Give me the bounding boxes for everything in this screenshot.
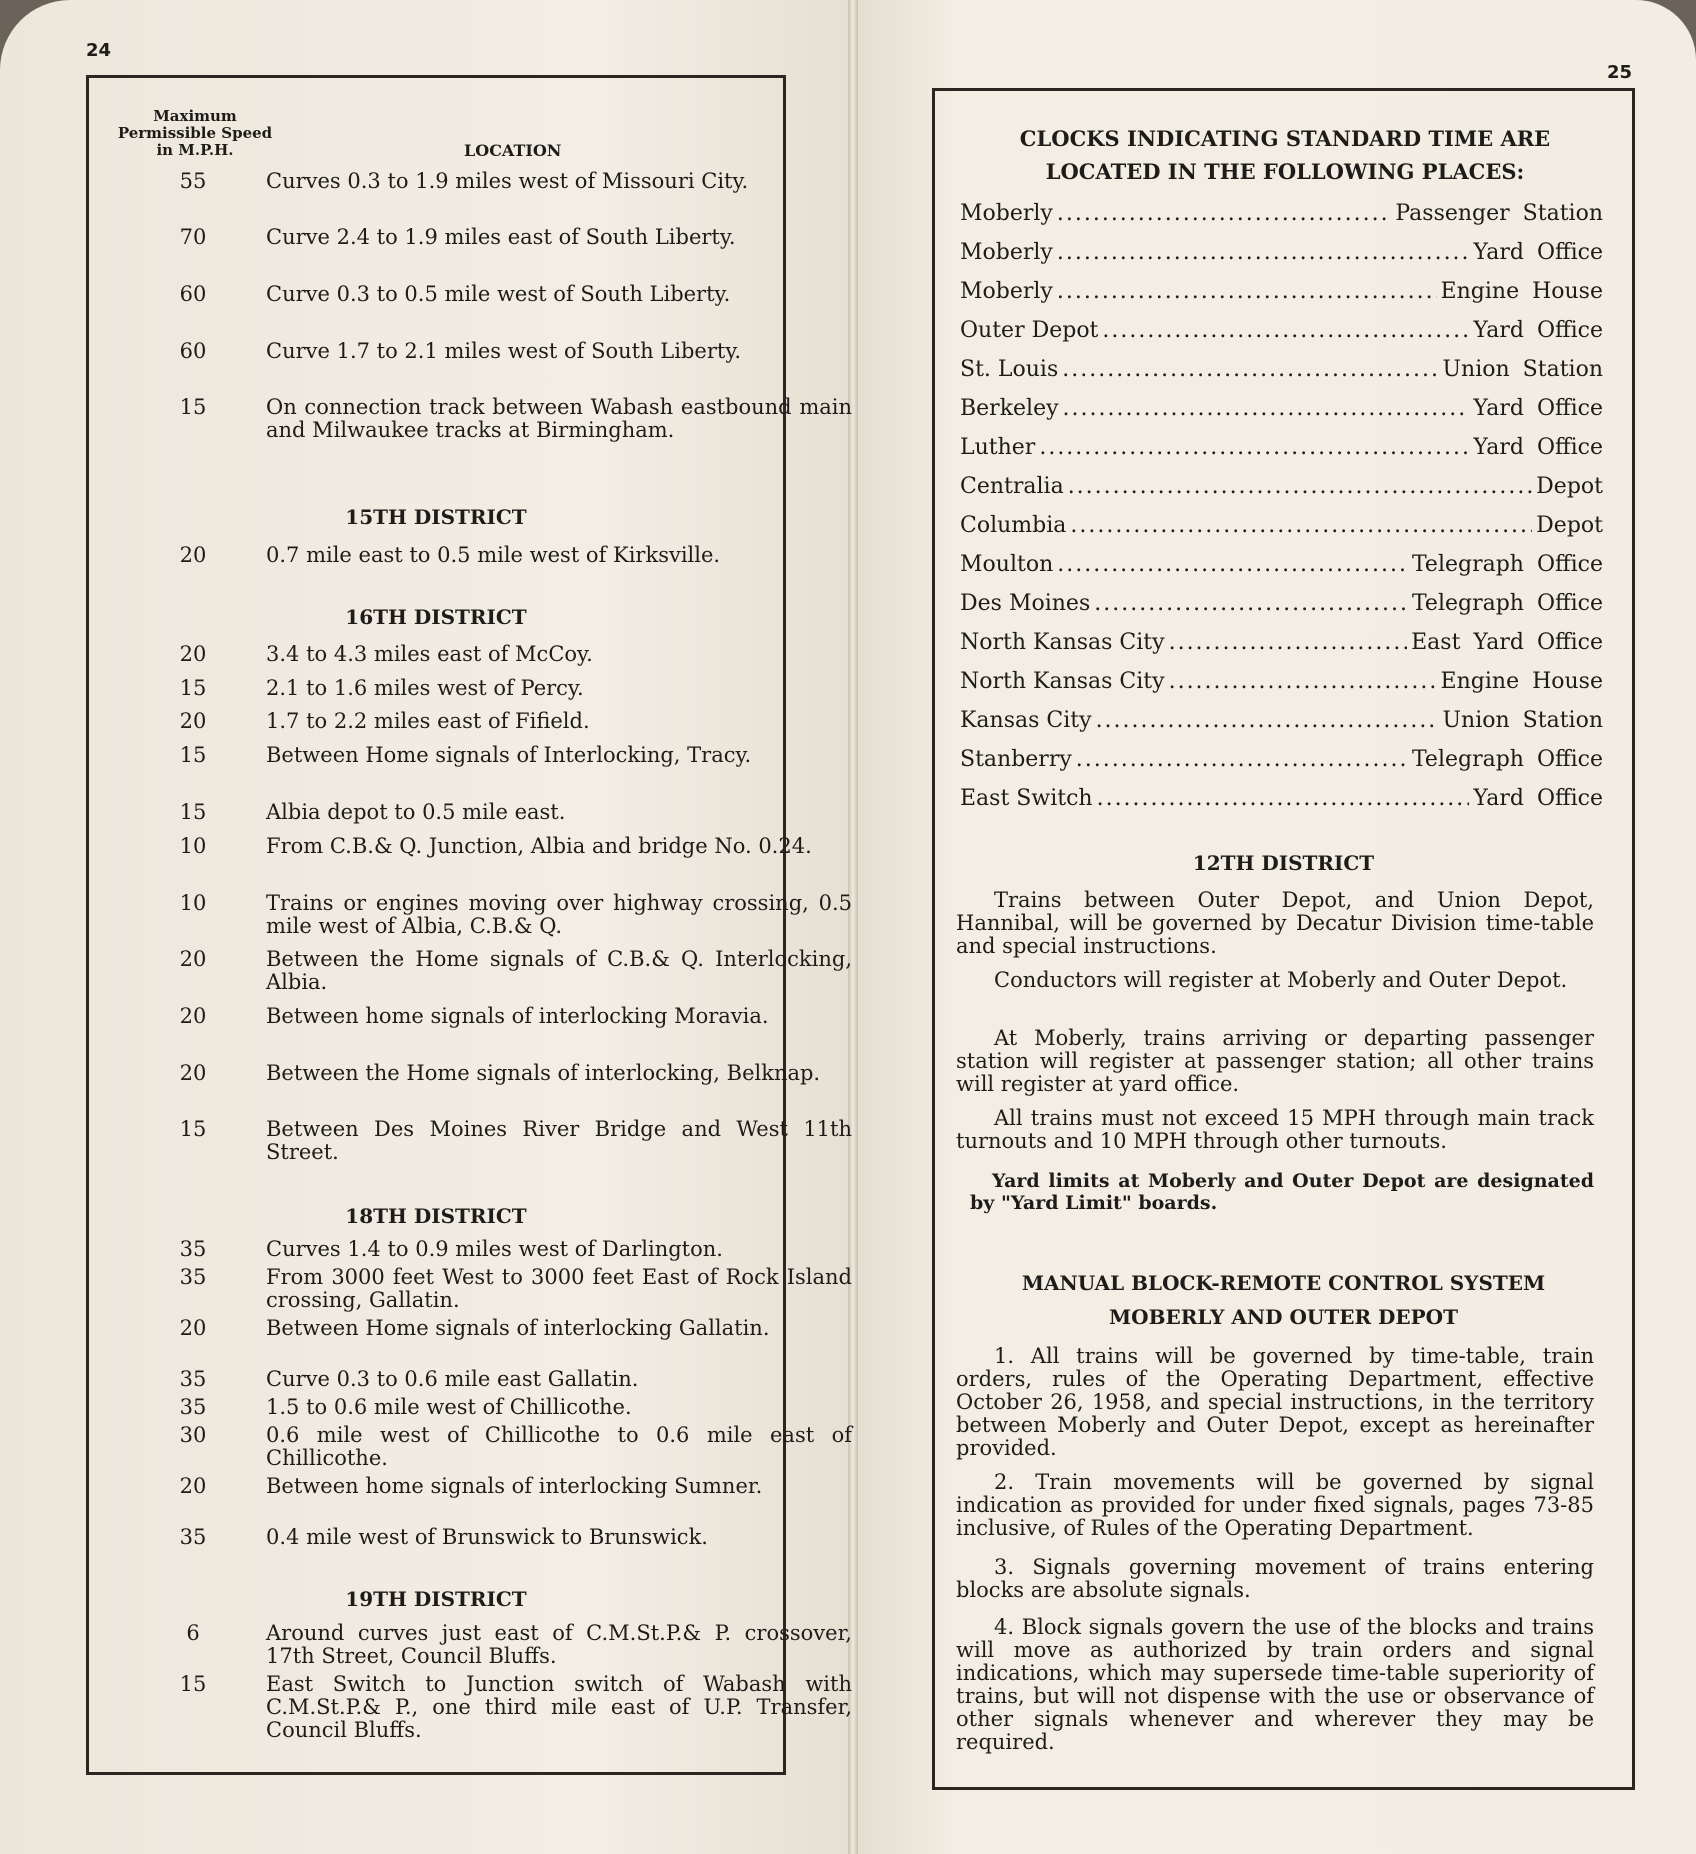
clock-place: Telegraph Office: [1411, 591, 1603, 616]
system-title: MANUAL BLOCK-REMOTE CONTROL SYSTEM: [1021, 1271, 1546, 1295]
leader-dots: [1057, 201, 1392, 227]
paragraph: Conductors will register at Moberly and Outer Depot.: [994, 968, 1568, 992]
leader-dots: [1057, 240, 1470, 266]
location-text: From 3000 feet West to 3000 feet East of Rock Island crossing, Gallatin.: [266, 1265, 852, 1312]
leader-dots: [1096, 708, 1439, 734]
speed-value: 15: [179, 800, 207, 824]
location-text: Around curves just east of C.M.St.P.& P. crossover, 17th Street, Council Bluffs.: [266, 1621, 852, 1668]
clock-location-row: [960, 708, 1603, 734]
clock-place: East Yard Office: [1411, 630, 1603, 655]
location-text: Albia depot to 0.5 mile east.: [266, 800, 566, 824]
location-text: Between Des Moines River Bridge and West 11th Street.: [266, 1117, 852, 1164]
location-text: East Switch to Junction switch of Wabash with C.M.St.P.& P., one third mile east of U.P. Transfer, Council Bluffs.: [266, 1672, 852, 1742]
location-text: 3.4 to 4.3 miles east of McCoy.: [266, 642, 593, 666]
location-text: Curve 2.4 to 1.9 miles east of South Liberty.: [266, 225, 736, 249]
clock-location-row: [960, 201, 1603, 227]
location-text: Curves 0.3 to 1.9 miles west of Missouri City.: [266, 169, 749, 193]
clock-city: Moulton: [960, 552, 1054, 577]
system-subtitle: MOBERLY AND OUTER DEPOT: [1109, 1305, 1458, 1329]
location-text: Between the Home signals of C.B.& Q. Interlocking, Albia.: [266, 947, 852, 994]
clock-location-row: [960, 591, 1603, 617]
paragraph: 3. Signals governing movement of trains entering blocks are absolute signals.: [956, 1555, 1594, 1602]
speed-value: 20: [179, 709, 207, 733]
district-heading: 15TH DISTRICT: [345, 505, 527, 529]
clock-city: Centralia: [960, 474, 1064, 499]
clock-place: Passenger Station: [1395, 201, 1603, 226]
leader-dots: [1097, 786, 1470, 812]
location-text: On connection track between Wabash eastbound main and Milwaukee tracks at Birmingham.: [266, 395, 852, 442]
district-heading: 12TH DISTRICT: [1192, 851, 1375, 875]
speed-value: 20: [179, 947, 207, 971]
speed-value: 20: [179, 1316, 207, 1340]
location-text: Between the Home signals of interlocking, Belknap.: [266, 1061, 821, 1085]
leader-dots: [1070, 513, 1532, 539]
clock-place: Yard Office: [1473, 396, 1603, 421]
speed-value: 20: [179, 1474, 207, 1498]
location-text: 2.1 to 1.6 miles west of Percy.: [266, 676, 584, 700]
speed-value: 20: [179, 543, 207, 567]
clock-place: Yard Office: [1473, 786, 1603, 811]
clock-place: Yard Office: [1473, 435, 1603, 460]
header-speed: Maximum Permissible Speed in M.P.H.: [117, 107, 273, 159]
speed-value: 10: [179, 891, 207, 915]
clock-location-row: [960, 474, 1603, 500]
leader-dots: [1057, 552, 1408, 578]
clock-city: East Switch: [960, 786, 1093, 811]
location-text: Curve 1.7 to 2.1 miles west of South Liberty.: [266, 339, 742, 363]
speed-value: 35: [179, 1367, 207, 1391]
clock-city: North Kansas City: [960, 630, 1165, 655]
speed-value: 10: [179, 834, 207, 858]
clock-place: Engine House: [1440, 669, 1603, 694]
location-text: Between home signals of interlocking Sumner.: [266, 1474, 763, 1498]
speed-value: 35: [179, 1265, 207, 1289]
location-text: 0.4 mile west of Brunswick to Brunswick.: [266, 1525, 708, 1549]
clock-location-row: [960, 669, 1603, 695]
paragraph: All trains must not exceed 15 MPH through main track turnouts and 10 MPH through other turnouts.: [956, 1106, 1594, 1153]
clock-place: Union Station: [1442, 708, 1603, 733]
clock-city: Des Moines: [960, 591, 1091, 616]
clock-location-row: [960, 630, 1603, 656]
clock-place: Telegraph Office: [1411, 747, 1603, 772]
clock-location-row: [960, 279, 1603, 305]
speed-value: 20: [179, 1061, 207, 1085]
location-text: 1.5 to 0.6 mile west of Chillicothe.: [266, 1395, 632, 1419]
speed-value: 60: [179, 339, 207, 363]
speed-value: 15: [179, 395, 207, 419]
leader-dots: [1068, 474, 1532, 500]
header-location: LOCATION: [464, 141, 562, 160]
speed-value: 30: [179, 1423, 207, 1447]
clock-city: Luther: [960, 435, 1036, 460]
clock-location-row: [960, 318, 1603, 344]
leader-dots: [1057, 279, 1437, 305]
clock-city: St. Louis: [960, 357, 1059, 382]
clock-city: Moberly: [960, 240, 1053, 265]
location-text: 1.7 to 2.2 miles east of Fifield.: [266, 709, 590, 733]
speed-value: 35: [179, 1525, 207, 1549]
location-text: Curves 1.4 to 0.9 miles west of Darlington.: [266, 1237, 723, 1261]
speed-value: 15: [179, 676, 207, 700]
clock-city: Berkeley: [960, 396, 1059, 421]
clock-location-row: [960, 513, 1603, 539]
clock-location-row: [960, 240, 1603, 266]
speed-value: 35: [179, 1395, 207, 1419]
location-text: Between Home signals of interlocking Gallatin.: [266, 1316, 770, 1340]
location-text: Trains or engines moving over highway crossing, 0.5 mile west of Albia, C.B.& Q.: [266, 891, 852, 938]
paragraph: 4. Block signals govern the use of the blocks and trains will move as authorized by train orders and signal indications, which may supersede time-table superiority of trains, but will not dispense with the use or observance of other signals whenever and wherever they may be required.: [956, 1615, 1594, 1754]
clocks-heading: CLOCKS INDICATING STANDARD TIME ARE: [1019, 126, 1551, 151]
page-number-right: 25: [1607, 62, 1633, 83]
leader-dots: [1094, 591, 1408, 617]
clock-place: Yard Office: [1473, 318, 1603, 343]
clock-location-row: [960, 357, 1603, 383]
location-text: From C.B.& Q. Junction, Albia and bridge No. 0.24.: [266, 834, 812, 858]
speed-value: 15: [179, 743, 207, 767]
speed-value: 35: [179, 1237, 207, 1261]
district-heading: 19TH DISTRICT: [345, 1587, 527, 1611]
page-number-left: 24: [86, 40, 112, 61]
location-text: Between Home signals of Interlocking, Tracy.: [266, 743, 752, 767]
speed-value: 60: [179, 282, 207, 306]
leader-dots: [1039, 435, 1469, 461]
speed-value: 20: [179, 1004, 207, 1028]
speed-value: 15: [179, 1117, 207, 1141]
location-text: Curve 0.3 to 0.6 mile east Gallatin.: [266, 1367, 639, 1391]
yard-limits-note: Yard limits at Moberly and Outer Depot are designated by "Yard Limit" boards.: [970, 1170, 1594, 1214]
leader-dots: [1076, 747, 1408, 773]
speed-value: 70: [179, 225, 207, 249]
clock-location-row: [960, 786, 1603, 812]
clock-place: Depot: [1536, 513, 1603, 538]
leader-dots: [1063, 396, 1470, 422]
clock-location-row: [960, 552, 1603, 578]
clocks-heading-2: LOCATED IN THE FOLLOWING PLACES:: [1045, 159, 1525, 184]
clock-place: Telegraph Office: [1411, 552, 1603, 577]
location-text: 0.7 mile east to 0.5 mile west of Kirksville.: [266, 543, 721, 567]
speed-value: 15: [179, 1672, 207, 1696]
clock-city: Kansas City: [960, 708, 1092, 733]
clock-place: Engine House: [1440, 279, 1603, 304]
location-text: Between home signals of interlocking Moravia.: [266, 1004, 769, 1028]
clock-place: Union Station: [1442, 357, 1603, 382]
paragraph: 1. All trains will be governed by time-table, train orders, rules of the Operating Department, effective October 26, 1958, and special instructions, in the territory between Moberly and Outer Depot, except as hereinafter provided.: [956, 1344, 1594, 1460]
leader-dots: [1102, 318, 1469, 344]
paragraph: At Moberly, trains arriving or departing passenger station will register at passenger station; all other trains will register at yard office.: [956, 1026, 1594, 1096]
leader-dots: [1169, 669, 1437, 695]
clock-city: North Kansas City: [960, 669, 1165, 694]
paragraph: 2. Train movements will be governed by signal indication as provided for under fixed signals, pages 73-85 inclusive, of Rules of the Operating Department.: [956, 1470, 1594, 1540]
location-text: 0.6 mile west of Chillicothe to 0.6 mile east of Chillicothe.: [266, 1423, 852, 1470]
leader-dots: [1062, 357, 1438, 383]
paragraph: Trains between Outer Depot, and Union Depot, Hannibal, will be governed by Decatur Division time-table and special instructions.: [956, 888, 1594, 958]
clock-city: Moberly: [960, 279, 1053, 304]
district-heading: 18TH DISTRICT: [345, 1204, 527, 1228]
location-text: Curve 0.3 to 0.5 mile west of South Liberty.: [266, 282, 731, 306]
clock-place: Depot: [1536, 474, 1603, 499]
clock-location-row: [960, 747, 1603, 773]
speed-value: 55: [179, 169, 207, 193]
clock-place: Yard Office: [1473, 240, 1603, 265]
clock-city: Stanberry: [960, 747, 1072, 772]
district-heading: 16TH DISTRICT: [345, 605, 527, 629]
clock-city: Columbia: [960, 513, 1067, 538]
clock-location-row: [960, 396, 1603, 422]
clock-location-row: [960, 435, 1603, 461]
speed-value: 20: [179, 642, 207, 666]
clock-city: Outer Depot: [960, 318, 1099, 343]
speed-value: 6: [186, 1621, 200, 1645]
clock-city: Moberly: [960, 201, 1053, 226]
leader-dots: [1169, 630, 1408, 656]
